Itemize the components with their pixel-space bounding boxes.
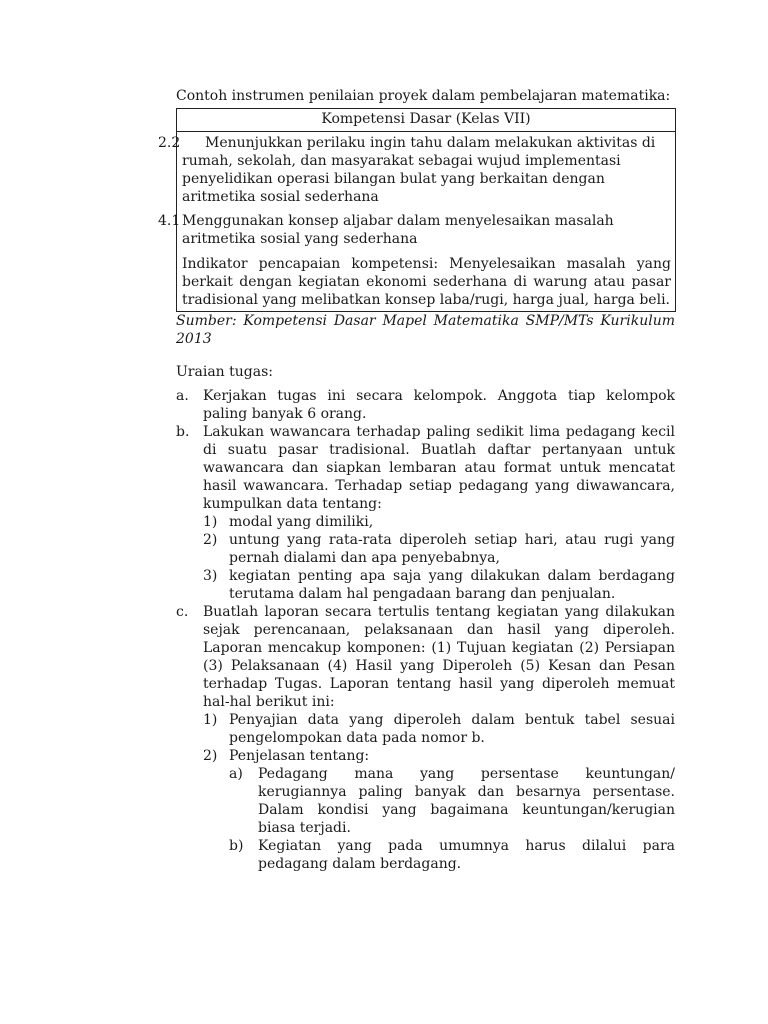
task-subitem bbox=[203, 711, 675, 747]
task-subitem bbox=[203, 531, 675, 567]
task-item bbox=[176, 603, 675, 873]
subsubitem-text: Pedagang mana yang persentase keuntungan/ kerugiannya paling banyak dan besarnya persentase. Dalam kondisi yang bagaimana keuntungan/kerugian biasa terjadi. bbox=[258, 766, 675, 836]
task-body bbox=[203, 423, 675, 603]
kd-item-4-1 bbox=[158, 212, 675, 248]
task-label: a. bbox=[176, 388, 189, 404]
task-item bbox=[176, 387, 675, 423]
indikator-text: Indikator pencapaian kompetensi: Menyelesaikan masalah yang berkait dengan kegiatan ekonomi sederhana di warung atau pasar tradisional yang melibatkan konsep laba/rugi, harga jual, harga beli. bbox=[182, 256, 671, 308]
task-text: Kerjakan tugas ini secara kelompok. Anggota tiap kelompok paling banyak 6 orang. bbox=[203, 388, 675, 422]
subitem-label: 1) bbox=[203, 514, 218, 530]
document-content bbox=[158, 87, 675, 873]
subitem-label: 2) bbox=[203, 748, 218, 764]
task-subsubitem bbox=[203, 837, 675, 873]
kd-text: Menunjukkan perilaku ingin tahu dalam melakukan aktivitas di rumah, sekolah, dan masyarakat sebagai wujud implementasi penyelidikan operasi bilangan bulat yang berkaitan dengan aritmetika sosial sederhana bbox=[182, 135, 656, 205]
intro-text: Contoh instrumen penilaian proyek dalam pembelajaran matematika: bbox=[176, 88, 671, 104]
subitem-label: 3) bbox=[203, 568, 218, 584]
subsubitem-label: b) bbox=[229, 838, 244, 854]
task-subsubitem bbox=[203, 765, 675, 837]
subitem-text: Penjelasan tentang: bbox=[229, 748, 370, 764]
kd-number: 2.2 bbox=[158, 135, 181, 151]
subitem-text: Penyajian data yang diperoleh dalam bentuk tabel sesuai pengelompokan data pada nomor b. bbox=[229, 712, 675, 746]
table-body-cell bbox=[158, 132, 676, 312]
subsubitem-label: a) bbox=[229, 766, 243, 782]
task-subitem bbox=[203, 513, 675, 531]
task-label: c. bbox=[176, 604, 189, 620]
subsubitem-text: Kegiatan yang pada umumnya harus dilalui para pedagang dalam berdagang. bbox=[258, 838, 675, 872]
table-header: Kompetensi Dasar (Kelas VII) bbox=[177, 109, 676, 132]
task-text: Lakukan wawancara terhadap paling sedikit lima pedagang kecil di suatu pasar tradisional. Buatlah daftar pertanyaan untuk wawancara dan siapkan lembaran atau format untuk mencatat hasil wawancara. Terhadap setiap pedagang yang diwawancara, kumpulkan data tentang: bbox=[203, 424, 675, 512]
task-text: Buatlah laporan secara tertulis tentang kegiatan yang dilakukan sejak perencanaan, pelaksanaan dan hasil yang diperoleh. Laporan mencakup komponen: (1) Tujuan kegiatan (2) Persiapan (3) Pelaksanaan (4) Hasil yang Diperoleh (5) Kesan dan Pesan terhadap Tugas. Laporan tentang hasil yang diperoleh memuat hal-hal berikut ini: bbox=[203, 604, 675, 710]
task-item bbox=[176, 423, 675, 603]
task-subitem bbox=[203, 747, 675, 765]
subitem-text: kegiatan penting apa saja yang dilakukan dalam berdagang terutama dalam hal pengadaan barang dan penjualan. bbox=[229, 568, 675, 602]
subitem-label: 1) bbox=[203, 712, 218, 728]
task-body bbox=[203, 603, 675, 873]
subitem-text: modal yang dimiliki, bbox=[229, 514, 374, 530]
kd-number: 4.1 bbox=[158, 213, 181, 229]
subitem-text: untung yang rata-rata diperoleh setiap hari, atau rugi yang pernah dialami dan apa penyebabnya, bbox=[229, 532, 675, 566]
subitem-label: 2) bbox=[203, 532, 218, 548]
source-citation: Sumber: Kompetensi Dasar Mapel Matematika SMP/MTs Kurikulum 2013 bbox=[176, 313, 675, 347]
task-subitem bbox=[203, 567, 675, 603]
kompetensi-table bbox=[158, 108, 676, 312]
section-title: Uraian tugas: bbox=[176, 364, 273, 380]
kd-item-2-2 bbox=[158, 132, 675, 212]
task-label: b. bbox=[176, 424, 190, 440]
kd-text: Menggunakan konsep aljabar dalam menyelesaikan masalah aritmetika sosial yang sederhana bbox=[182, 213, 614, 247]
